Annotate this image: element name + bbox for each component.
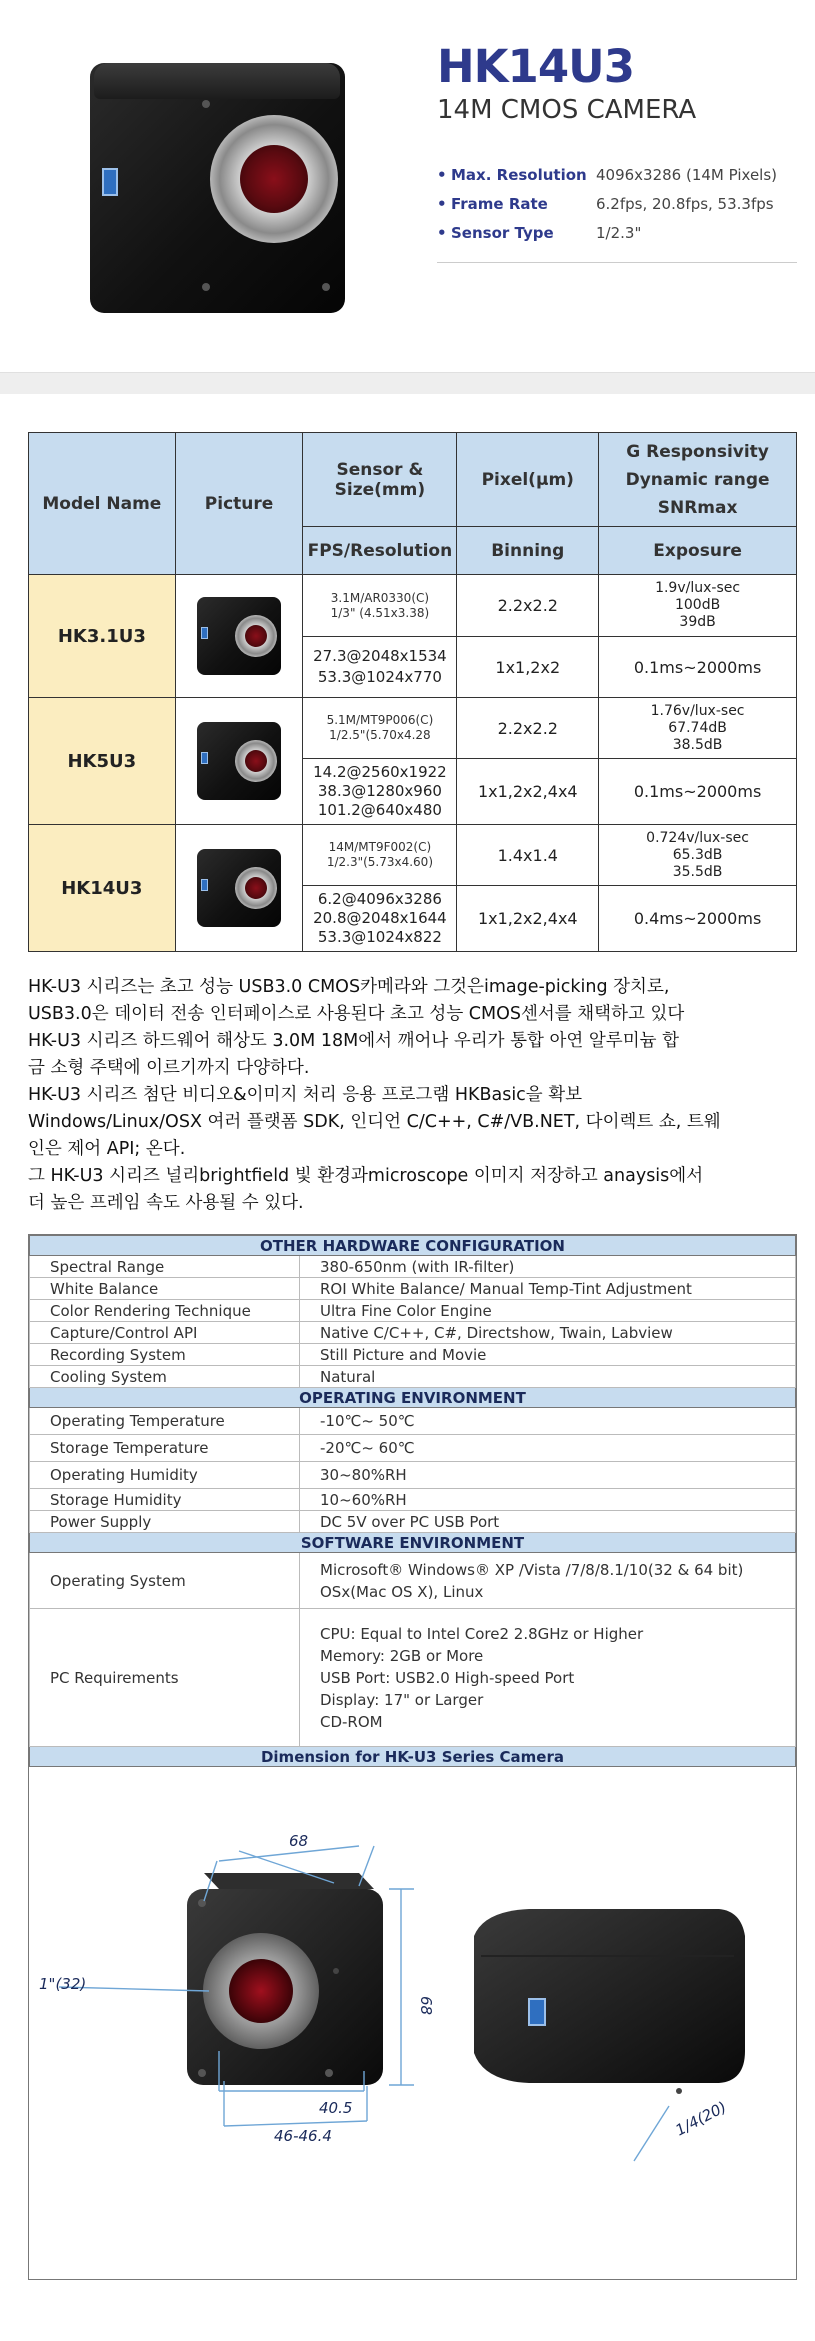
description-line: HK-U3 시리즈는 초고 성능 USB3.0 CMOS카메라와 그것은image-picking 장치로,: [28, 977, 670, 997]
header-sensor-size: Sensor & Size(mm): [303, 433, 457, 527]
fps-line: 101.2@640x480: [317, 801, 442, 819]
os-line: OSx(Mac OS X), Linux: [320, 1582, 484, 1601]
camera-thumbnail: [197, 597, 281, 675]
dimension-drawing: [29, 1791, 796, 2279]
model-comparison-table: [28, 432, 797, 952]
pixel-cell: 2.2x2.2: [457, 698, 599, 759]
description-line: Windows/Linux/OSX 여러 플랫폼 SDK, 인디언 C/C++, C#/VB.NET, 다이렉트 쇼, 트웨: [28, 1112, 721, 1132]
spec-value: 4096x3286 (14M Pixels): [596, 165, 778, 184]
spec-value: 1/2.3": [596, 223, 642, 242]
section-header-operating: OPERATING ENVIRONMENT: [30, 1388, 796, 1408]
fps-line: 27.3@2048x1534: [313, 647, 447, 665]
sensor-text: 5.1M/MT9P006(C): [326, 713, 434, 727]
camera-front-view: [187, 1873, 383, 2085]
sensor-cell: [303, 698, 457, 759]
header-binning: Binning: [457, 527, 599, 575]
binning-cell: 1x1,2x2: [457, 637, 599, 698]
resp-line: 39dB: [679, 614, 716, 630]
spec-key: Power Supply: [30, 1511, 300, 1533]
pc-line: USB Port: USB2.0 High-speed Port: [320, 1668, 575, 1687]
key-spec-frame-rate: [437, 189, 777, 218]
os-line: Microsoft® Windows® XP /Vista /7/8/8.1/10(32 & 64 bit): [320, 1560, 744, 1579]
dim-label-width: 68: [289, 1832, 309, 1850]
spec-key: Storage Temperature: [30, 1435, 300, 1462]
exposure-cell: 0.1ms~2000ms: [599, 637, 797, 698]
bullet-icon: •: [437, 194, 447, 213]
spec-key: Cooling System: [30, 1366, 300, 1388]
table-row: [30, 1278, 796, 1300]
spec-value: 10~60%RH: [300, 1489, 796, 1511]
resp-line: 0.724v/lux-sec: [646, 829, 749, 846]
spec-value: Still Picture and Movie: [300, 1344, 796, 1366]
dim-label-depth-outer: 46-46.4: [274, 2127, 332, 2145]
spec-value: [300, 1609, 796, 1747]
spec-key: Spectral Range: [30, 1256, 300, 1278]
fps-line: 6.2@4096x3286: [317, 890, 442, 908]
camera-side-view: [474, 1909, 745, 2094]
model-picture-cell: [175, 698, 303, 825]
resp-line: 67.74dB: [668, 719, 727, 736]
camera-thumbnail: [197, 722, 281, 800]
model-name-cell: HK14U3: [29, 825, 176, 952]
fps-cell: [303, 759, 457, 825]
description-line: 인은 제어 API; 온다.: [28, 1139, 186, 1159]
spec-key: Storage Humidity: [30, 1489, 300, 1511]
table-row: [30, 1408, 796, 1435]
fps-line: 38.3@1280x960: [317, 782, 442, 800]
product-description: [28, 974, 798, 1217]
fps-cell: [303, 886, 457, 952]
size-text: 1/3" (4.51x3.38): [330, 605, 430, 620]
binning-cell: 1x1,2x2,4x4: [457, 886, 599, 952]
binning-cell: 1x1,2x2,4x4: [457, 759, 599, 825]
product-header: [0, 0, 815, 372]
resp-line: 1.76v/lux-sec: [650, 702, 745, 719]
resp-line: 1.9v/lux-sec: [655, 580, 741, 596]
product-camera-image: [90, 55, 350, 320]
model-name-cell: HK5U3: [29, 698, 176, 825]
responsivity-cell: [599, 825, 797, 886]
spec-value: Native C/C++, C#, Directshow, Twain, Labview: [300, 1322, 796, 1344]
model-picture-cell: [175, 575, 303, 698]
spec-key: Recording System: [30, 1344, 300, 1366]
header-exposure: Exposure: [599, 527, 797, 575]
section-header-hardware: OTHER HARDWARE CONFIGURATION: [30, 1236, 796, 1256]
spec-value: ROI White Balance/ Manual Temp-Tint Adjustment: [300, 1278, 796, 1300]
description-line: HK-U3 시리즈 첨단 비디오&이미지 처리 응용 프로그램 HKBasic을 확보: [28, 1085, 583, 1105]
camera-thumbnail: [197, 849, 281, 927]
dim-label-depth-inner: 40.5: [319, 2099, 353, 2117]
table-row: [30, 1322, 796, 1344]
spec-value: 30~80%RH: [300, 1462, 796, 1489]
dim-label-height: 68: [417, 1996, 435, 2016]
spec-key: Operating Temperature: [30, 1408, 300, 1435]
fps-line: 53.3@1024x822: [317, 928, 442, 946]
section-divider: [0, 372, 815, 394]
header-responsivity: G Responsivity Dynamic range SNRmax: [599, 433, 797, 527]
bullet-icon: •: [437, 223, 447, 242]
dim-label-tripod: 1/4(20): [672, 2097, 730, 2140]
header-model-name: Model Name: [29, 433, 176, 575]
spec-table-body: [29, 1235, 796, 1767]
resp-line: 65.3dB: [672, 846, 723, 863]
table-row: [30, 1366, 796, 1388]
description-line: 더 높은 프레임 속도 사용될 수 있다.: [28, 1193, 304, 1213]
resp-line: 100dB: [674, 597, 721, 613]
sensor-cell: [303, 825, 457, 886]
pc-line: CD-ROM: [320, 1712, 383, 1731]
table-row: [29, 698, 797, 759]
spec-key: Max. Resolution: [451, 165, 587, 184]
key-spec-sensor-type: [437, 218, 777, 247]
fps-line: 53.3@1024x770: [317, 668, 442, 686]
spec-value: Natural: [300, 1366, 796, 1388]
spec-key: Operating Humidity: [30, 1462, 300, 1489]
header-pixel: Pixel(μm): [457, 433, 599, 527]
sensor-cell: [303, 575, 457, 637]
pc-line: Display: 17" or Larger: [320, 1690, 484, 1709]
key-spec-list: [437, 160, 777, 247]
header-fps-resolution: FPS/Resolution: [303, 527, 457, 575]
pixel-cell: 1.4x1.4: [457, 825, 599, 886]
size-text: 1/2.5"(5.70x4.28: [329, 728, 431, 742]
dimension-diagram: [29, 1791, 796, 2279]
responsivity-cell: [599, 575, 797, 637]
spec-value: Ultra Fine Color Engine: [300, 1300, 796, 1322]
header-picture: Picture: [175, 433, 303, 575]
table-row: [30, 1344, 796, 1366]
table-row: [30, 1511, 796, 1533]
table-row: [30, 1256, 796, 1278]
spec-value: 380-650nm (with IR-filter): [300, 1256, 796, 1278]
spec-value: -20℃~ 60℃: [300, 1435, 796, 1462]
spec-divider: [437, 262, 797, 263]
table-row: [30, 1435, 796, 1462]
fps-line: 20.8@2048x1644: [313, 909, 447, 927]
table-row: [29, 825, 797, 886]
spec-key: PC Requirements: [30, 1609, 300, 1747]
pc-line: CPU: Equal to Intel Core2 2.8GHz or Higher: [320, 1624, 644, 1643]
spec-key: Operating System: [30, 1553, 300, 1609]
resp-line: 35.5dB: [672, 863, 723, 880]
table-row: [29, 575, 797, 637]
dim-label-thread: 1"(32): [39, 1975, 87, 1993]
spec-value: -10℃~ 50℃: [300, 1408, 796, 1435]
size-text: 1/2.3"(5.73x4.60): [326, 855, 433, 869]
spec-key: Capture/Control API: [30, 1322, 300, 1344]
responsivity-cell: [599, 698, 797, 759]
spec-value: DC 5V over PC USB Port: [300, 1511, 796, 1533]
sensor-text: 3.1M/AR0330(C): [330, 590, 430, 605]
fps-line: 14.2@2560x1922: [313, 763, 447, 781]
fps-cell: [303, 637, 457, 698]
model-picture-cell: [175, 825, 303, 952]
section-header-dimension: Dimension for HK-U3 Series Camera: [30, 1747, 796, 1767]
product-model-title: HK14U3: [437, 40, 635, 93]
table-row: [30, 1462, 796, 1489]
spec-value: 6.2fps, 20.8fps, 53.3fps: [596, 194, 774, 213]
resp-line: 38.5dB: [672, 736, 723, 753]
specification-table: [28, 1234, 797, 2280]
model-name-cell: HK3.1U3: [29, 575, 176, 698]
sensor-text: 14M/MT9F002(C): [328, 840, 432, 854]
description-line: HK-U3 시리즈 하드웨어 해상도 3.0M 18M에서 깨어나 우리가 통합 아연 알루미늄 합: [28, 1031, 679, 1051]
table-row: [30, 1553, 796, 1609]
key-spec-resolution: [437, 160, 777, 189]
description-line: 금 소형 주택에 이르기까지 다양하다.: [28, 1058, 310, 1078]
spec-value: [300, 1553, 796, 1609]
table-row: [30, 1609, 796, 1747]
bullet-icon: •: [437, 165, 447, 184]
section-header-software: SOFTWARE ENVIRONMENT: [30, 1533, 796, 1553]
spec-key: Frame Rate: [451, 194, 548, 213]
exposure-cell: 0.1ms~2000ms: [599, 759, 797, 825]
description-line: USB3.0은 데이터 전송 인터페이스로 사용된다 초고 성능 CMOS센서를 채택하고 있다: [28, 1004, 685, 1024]
pixel-cell: 2.2x2.2: [457, 575, 599, 637]
pc-line: Memory: 2GB or More: [320, 1646, 484, 1665]
table-row: [30, 1300, 796, 1322]
product-subtitle: 14M CMOS CAMERA: [437, 95, 697, 125]
spec-key: Sensor Type: [451, 223, 554, 242]
exposure-cell: 0.4ms~2000ms: [599, 886, 797, 952]
spec-key: White Balance: [30, 1278, 300, 1300]
description-line: 그 HK-U3 시리즈 널리brightfield 빛 환경과microscope 이미지 저장하고 anaysis에서: [28, 1166, 704, 1186]
table-row: [30, 1489, 796, 1511]
spec-key: Color Rendering Technique: [30, 1300, 300, 1322]
